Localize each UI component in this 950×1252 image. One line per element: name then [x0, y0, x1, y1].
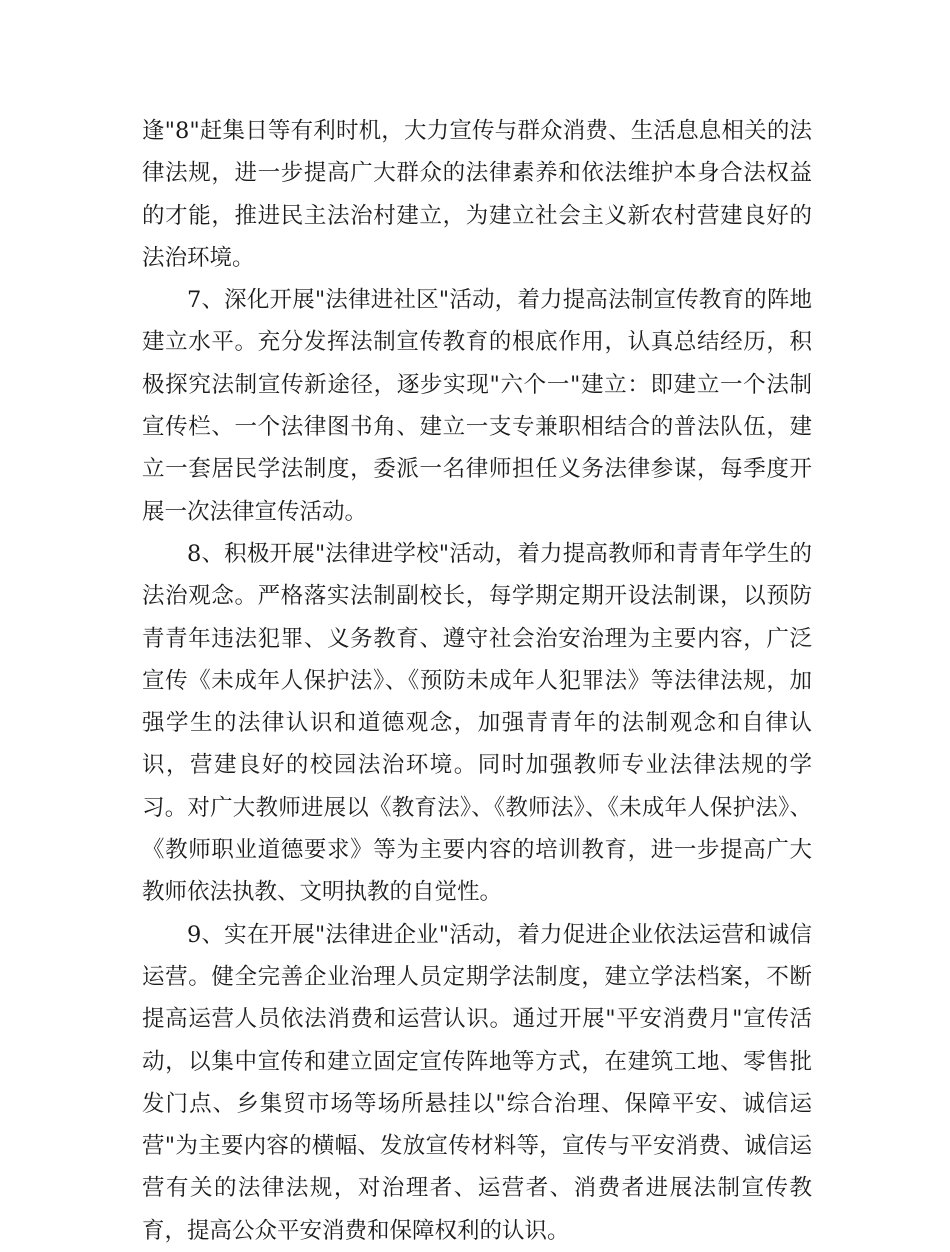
- document-body: [142, 110, 812, 1252]
- paragraph-item-8: 8、积极开展"法律进学校"活动，着力提高教师和青青年学生的法治观念。严格落实法制副校长，每学期定期开设法制课，以预防青青年违法犯罪、义务教育、遵守社会治安治理为主要内容，广泛宣传《未成年人保护法》、《预防未成年人犯罪法》等法律法规，加强学生的法律认识和道德观念，加强青青年的法制观念和自律认识，营建良好的校园法治环境。同时加强教师专业法律法规的学习。对广大教师进展以《教育法》、《教师法》、《未成年人保护法》、《教师职业道德要求》等为主要内容的培训教育，进一步提高广大教师依法执教、文明执教的自觉性。: [142, 540, 812, 906]
- paragraph-item-9: 9、实在开展"法律进企业"活动，着力促进企业依法运营和诚信运营。健全完善企业治理人员定期学法制度，建立学法档案，不断提高运营人员依法消费和运营认识。通过开展"平安消费月"宣传活动，以集中宣传和建立固定宣传阵地等方式，在建筑工地、零售批发门点、乡集贸市场等场所悬挂以"综合治理、保障平安、诚信运营"为主要内容的横幅、发放宣传材料等，宣传与平安消费、诚信运营有关的法律法规，对治理者、运营者、消费者进展法制宣传教育，提高公众平安消费和保障权利的认识。: [142, 921, 812, 1244]
- paragraph-item-7: 7、深化开展"法律进社区"活动，着力提高法制宣传教育的阵地建立水平。充分发挥法制宣传教育的根底作用，认真总结经历，积极探究法制宣传新途径，逐步实现"六个一"建立：即建立一个法制宣传栏、一个法律图书角、建立一支专兼职相结合的普法队伍，建立一套居民学法制度，委派一名律师担任义务法律参谋，每季度开展一次法律宣传活动。: [142, 287, 812, 525]
- paragraph-continuation: 逢"8"赶集日等有利时机，大力宣传与群众消费、生活息息相关的法律法规，进一步提高广大群众的法律素养和依法维护本身合法权益的才能，推进民主法治村建立，为建立社会主义新农村营建良好的法治环境。: [142, 118, 812, 271]
